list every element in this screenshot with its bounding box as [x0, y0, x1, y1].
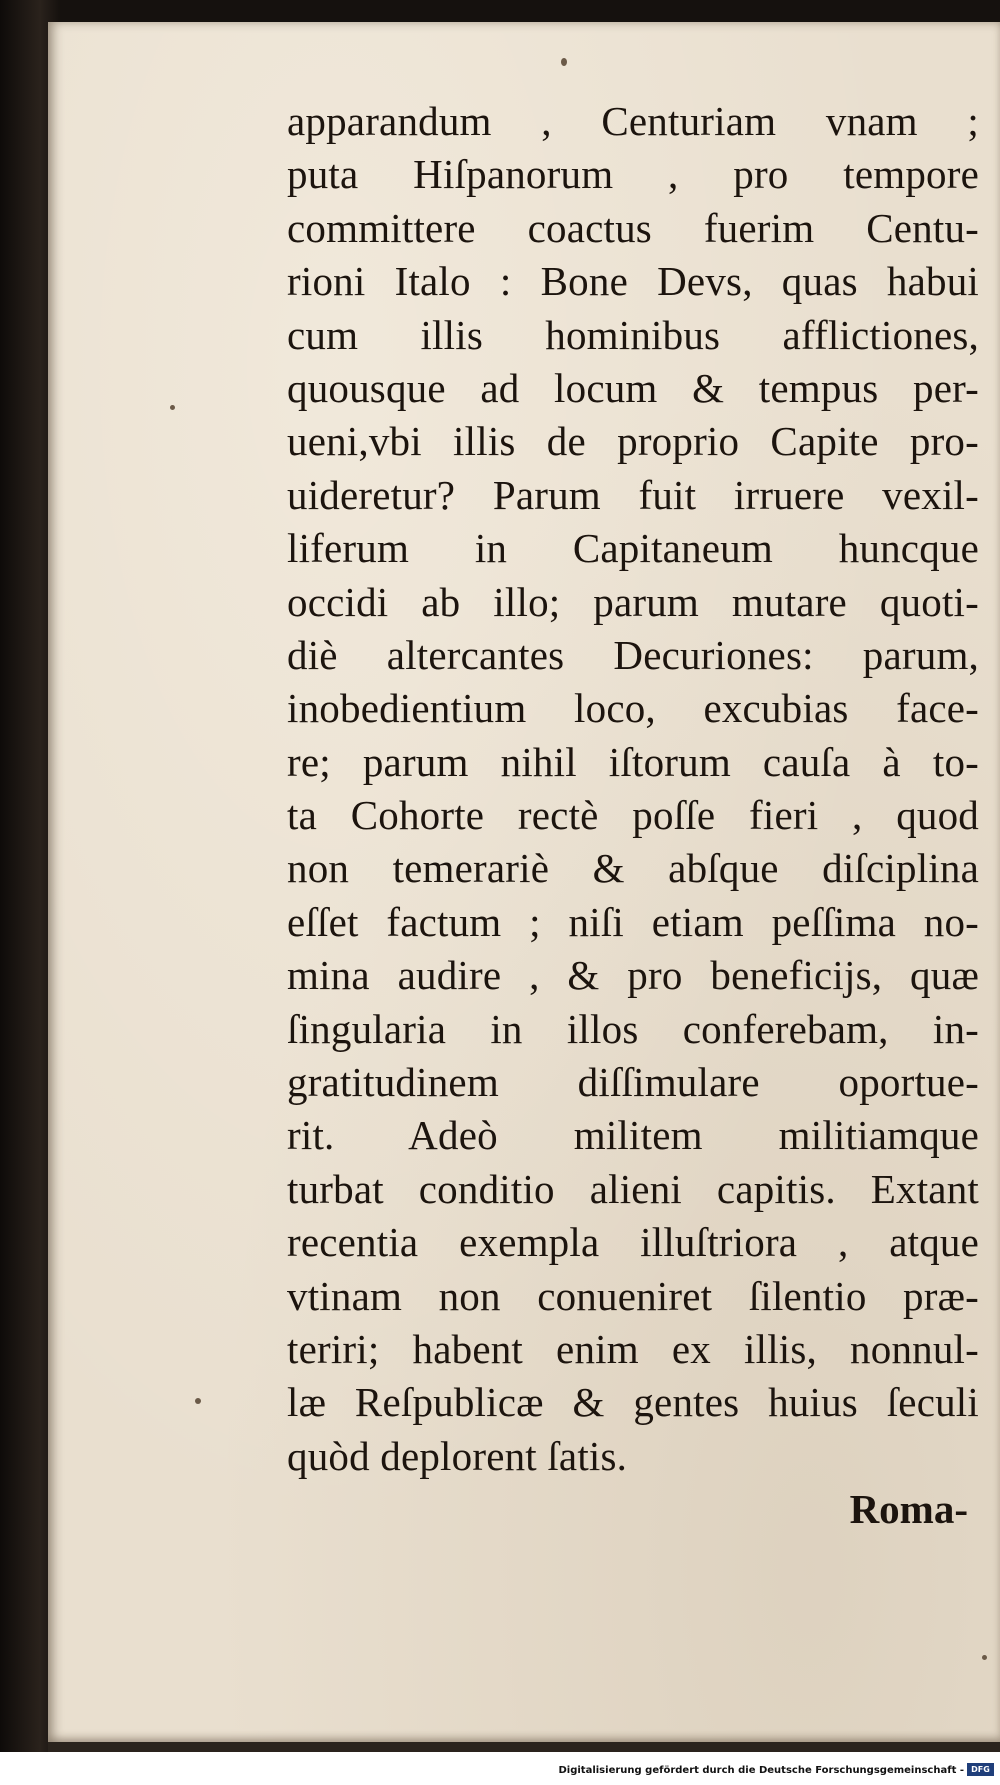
- text-line: turbat conditio alieni capitis. Extant: [287, 1165, 979, 1212]
- text-line: puta Hiſpanorum , pro tempore: [287, 151, 979, 198]
- text-line: eſſet factum ; niſi etiam peſſima no-: [287, 898, 979, 945]
- digitization-credit: Digitalisierung gefördert durch die Deutsche Forschungsgemeinschaft -: [558, 1765, 964, 1776]
- text-line: committere coactus fuerim Centu-: [287, 204, 979, 251]
- text-line: rioni Italo : Bone Devs, quas habui: [287, 258, 979, 305]
- text-line: vtinam non conueniret ſilentio præ-: [287, 1272, 979, 1319]
- ink-speck: [982, 1655, 987, 1660]
- text-line: uideretur? Parum fuit irruere vexil-: [287, 471, 979, 518]
- ink-speck: [170, 405, 175, 410]
- text-line: recentia exempla illuſtriora , atque: [287, 1219, 979, 1266]
- dfg-logo-icon: DFG: [967, 1763, 994, 1776]
- text-line: occidi ab illo; parum mutare quoti-: [287, 578, 979, 625]
- catchword: Roma-: [849, 1486, 968, 1532]
- text-line: mina audire , & pro beneficijs, quæ: [287, 952, 979, 999]
- text-line: ta Cohorte rectè poſſe fieri , quod: [287, 792, 979, 839]
- text-line: inobedientium loco, excubias face-: [287, 685, 979, 732]
- text-line: diè altercantes Decuriones: parum,: [287, 631, 979, 678]
- ink-speck: [195, 1398, 201, 1404]
- body-text: [287, 95, 979, 1483]
- text-line: læ Reſpublicæ & gentes huius ſeculi: [287, 1379, 979, 1426]
- text-line: quòd deplorent ſatis.: [287, 1432, 628, 1479]
- text-line: re; parum nihil iſtorum cauſa à to-: [287, 738, 979, 785]
- text-line: quousque ad locum & tempus per-: [287, 364, 979, 411]
- text-line: apparandum , Centuriam vnam ;: [287, 98, 979, 144]
- text-line: liferum in Capitaneum huncque: [287, 525, 979, 572]
- text-line: gratitudinem diſſimulare oportue-: [287, 1059, 979, 1106]
- page-bottom-edge: [48, 1742, 1000, 1752]
- text-line: ueni,vbi illis de proprio Capite pro-: [287, 418, 979, 465]
- text-line: non temerariè & abſque diſciplina: [287, 845, 979, 892]
- text-line: teriri; habent enim ex illis, nonnul-: [287, 1325, 979, 1372]
- text-line: cum illis hominibus afflictiones,: [287, 311, 979, 358]
- text-line: rit. Adeò militem militiamque: [287, 1112, 979, 1159]
- text-line: ſingularia in illos conferebam, in-: [287, 1005, 979, 1052]
- ink-speck: [561, 58, 567, 66]
